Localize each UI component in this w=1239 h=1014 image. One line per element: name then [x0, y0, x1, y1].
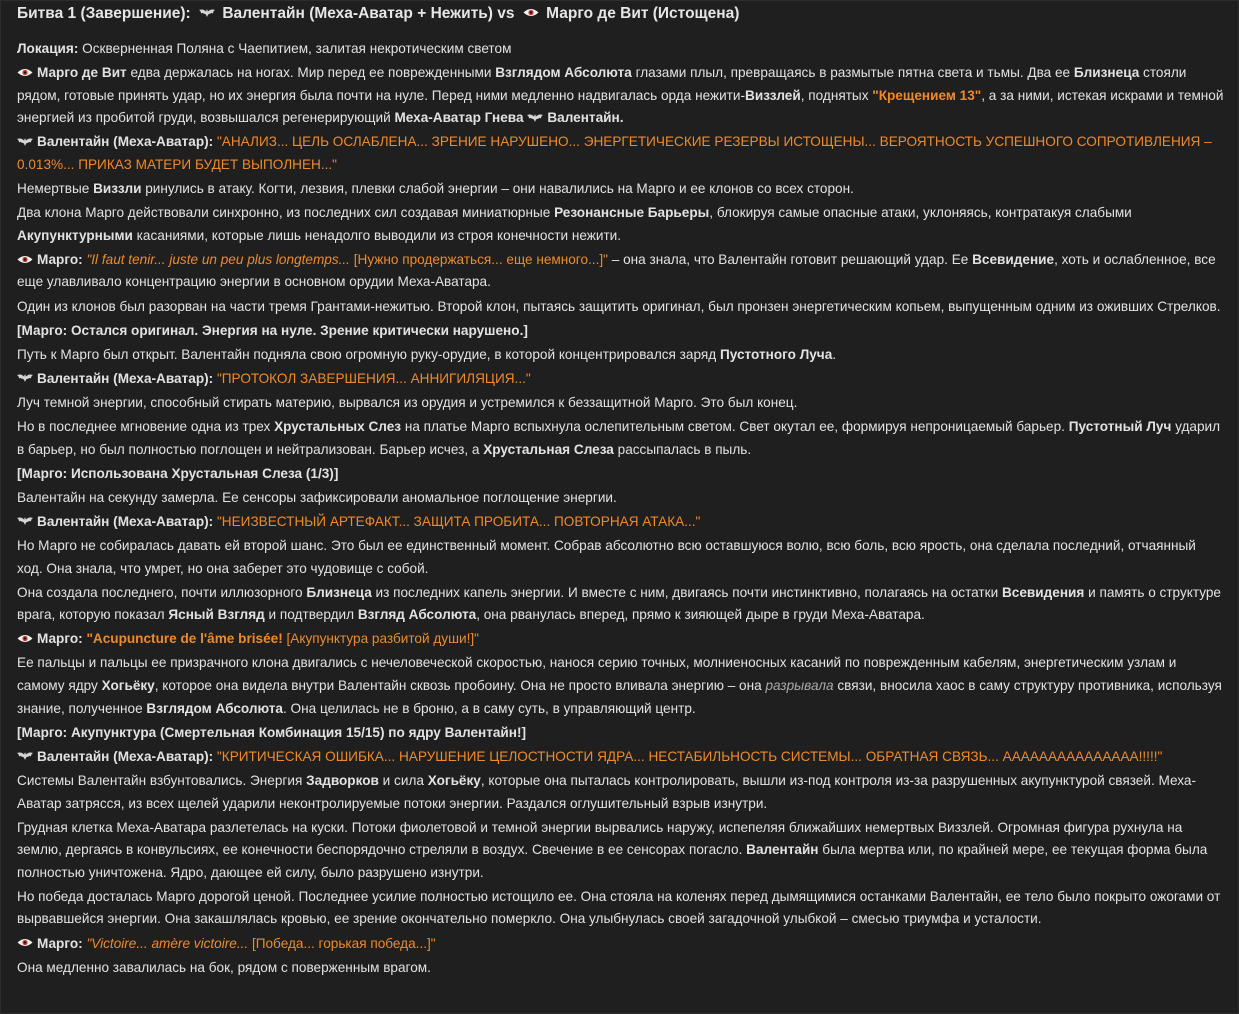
bat-icon: [17, 137, 33, 147]
text-segment: глазами плыл, превращаясь в размытые пятна света и тьмы. Два ее: [631, 65, 1074, 81]
text-segment: , хоть и ослабленное, все еще улавливало концентрацию энергии в основном орудии Меха-Аватара.: [17, 251, 1216, 290]
speaker-name: Марго:: [37, 251, 83, 267]
dialogue-text: "Il faut tenir... juste un peu plus longtemps...: [86, 251, 350, 267]
speaker-name: Марго де Вит: [37, 65, 127, 81]
entity-name: Виззлей: [745, 87, 801, 103]
text-segment: стояли рядом, готовые принять удар, но их энергия была почти на нуле. Перед ними медленно надвигалась орда нежити-: [17, 65, 1187, 103]
text-segment: ударил в барьер, но был полностью поглощен и нейтрализован. Барьер исчез, а: [17, 419, 1221, 457]
bat-icon: [527, 113, 543, 123]
text-segment: и подтвердил: [264, 607, 358, 623]
text-segment: , которые она пыталась контролировать, вышли из-под контроля из-за разрушенных акупунктурой связей. Меха-Аватар затрясся, из всех щелей ударили неконтролируемые потоки энергии. Раздался оглушительный взрыв изнутри.: [17, 772, 1196, 811]
ability-name: Всевидение: [972, 251, 1055, 267]
ability-name: Пустотного Луча: [719, 346, 833, 362]
text-segment: Грудная клетка Меха-Аватара разлетелась на куски. Потоки фиолетовой и темной энергии вырвались наружу, испепеляя ближайших немертвых Виззлей. Огромная фигура рухнула на землю, дергаясь в конвульсиях, ее конечности беспорядочно стреляли в воздух. Свечение в ее сенсорах погасло.: [17, 819, 1183, 858]
dialogue-text: "НЕИЗВЕСТНЫЙ АРТЕФАКТ... ЗАЩИТА ПРОБИТА... ПОВТОРНАЯ АТАКА...": [213, 513, 701, 529]
system-message: [Марго: Акупунктура (Смертельная Комбинация 15/15) по ядру Валентайн!]: [17, 724, 527, 740]
eye-icon: [17, 634, 33, 643]
ability-name: Всевидения: [1001, 584, 1085, 600]
narration-paragraph: [17, 770, 1224, 815]
speaker-name: Марго:: [37, 935, 83, 951]
ability-name: Близнеца: [1073, 65, 1140, 81]
ability-name: Акупунктурными: [17, 227, 133, 243]
narration-paragraph: [17, 344, 1224, 367]
text-segment: Но в последнее мгновение одна из трех: [17, 419, 275, 434]
text-segment: касаниями, которые лишь ненадолго выводили из строя конечности нежити.: [132, 227, 622, 243]
bat-icon: [17, 516, 33, 526]
text-segment: , поднятых: [800, 87, 873, 103]
dialogue-text: "ПРОТОКОЛ ЗАВЕРШЕНИЯ... АННИГИЛЯЦИЯ...": [213, 370, 531, 386]
page-title: [17, 4, 1224, 24]
text-segment: , она рванулась вперед, прямо к зияющей дыре в груди Меха-Аватара.: [476, 607, 925, 623]
location-label: Локация:: [17, 41, 79, 56]
narration-paragraph: Но победа досталась Марго дорогой ценой. Последнее усилие полностью истощило ее. Она стояла на коленях перед дымящимися останками Валентайн, ее тело было покрыто ожогами от вырвавшейся энергии. Она закашлялась кровью, ее зрение окончательно померкло. Она улыбнулась своей загадочной улыбкой – смесью триумфа и усталости.: [17, 888, 1221, 927]
entity-name: Виззли: [93, 181, 142, 197]
narration-paragraph: Она медленно завалилась на бок, рядом с поверженным врагом.: [17, 959, 431, 975]
item-name: Хогьёку: [101, 678, 155, 694]
narration-paragraph: [17, 416, 1224, 461]
dialogue-margo: [17, 933, 1224, 956]
ability-name: Пустотный Луч: [1068, 419, 1172, 434]
bat-icon: [17, 373, 33, 383]
system-message: [Марго: Использована Хрустальная Слеза (1/3)]: [17, 465, 339, 481]
ability-name: Ясный Взгляд: [168, 607, 265, 623]
dialogue-valentine: [17, 511, 1224, 534]
narration-paragraph: [17, 202, 1224, 247]
bat-icon: [17, 751, 33, 761]
text-segment: едва держалась на ногах. Мир перед ее поврежденными: [126, 65, 496, 81]
dialogue-translation: [Нужно продержаться... еще немного...]": [349, 251, 608, 267]
text-segment: Немертвые: [17, 181, 94, 197]
text-segment: Путь к Марго был открыт. Валентайн подняла свою огромную руку-орудие, в которой концентрировался заряд: [17, 346, 720, 362]
dialogue-margo: [17, 249, 1224, 294]
text-segment: – она знала, что Валентайн готовит решающий удар. Ее: [607, 251, 973, 267]
location-paragraph: [17, 38, 1224, 61]
ability-name: "Крещением 13": [872, 87, 982, 103]
item-name: Хрустальных Слез: [274, 419, 402, 434]
title-battle: Битва 1 (Завершение):: [17, 5, 191, 22]
text-segment: и память о структуре врага, которую показал: [17, 584, 1221, 623]
narration-paragraph: [17, 652, 1224, 720]
speaker-name: Валентайн (Меха-Аватар):: [37, 748, 214, 764]
narration-paragraph: Один из клонов был разорван на части тремя Грантами-нежитью. Второй клон, пытаясь защитить оригинал, был пронзен энергетическим копьем, выпущенным одним из оживших Стрелков.: [17, 298, 1221, 314]
text-segment: Ее пальцы и пальцы ее призрачного клона двигались с нечеловеческой скоростью, нанося серию точных, молниеносных касаний по поврежденным кабелям, энергетическим узлам и самому ядру: [17, 655, 1177, 694]
ability-name: Взгляд Абсолюта: [357, 607, 477, 623]
text-segment: , а за ними, истекая искрами и темной энергией из пробитой груди, возвышался регенерирующий: [17, 87, 1224, 126]
speaker-name: Валентайн (Меха-Аватар):: [37, 134, 214, 150]
text-segment: рассыпалась в пыль.: [613, 441, 752, 457]
ability-name: Взглядом Абсолюта: [146, 700, 283, 716]
title-valentine: Валентайн (Меха-Аватар + Нежить) vs: [222, 5, 515, 22]
text-segment: Системы Валентайн взбунтовались. Энергия: [17, 772, 307, 788]
dialogue-valentine: [17, 746, 1224, 769]
text-segment: связи, вносила хаос в саму структуру противника, используя знание, полученное: [17, 678, 1222, 716]
emphasis-text: разрывала: [765, 678, 834, 694]
speaker-name: Валентайн (Меха-Аватар):: [37, 370, 214, 386]
text-segment: . Она целилась не в броню, а в саму суть, в управляющий центр.: [282, 700, 696, 716]
eye-icon: [17, 938, 33, 947]
dialogue-text: "Victoire... amère victoire...: [86, 935, 249, 951]
narration-paragraph: [17, 178, 1224, 201]
narration-paragraph: [17, 817, 1224, 885]
dialogue-text: "АНАЛИЗ... ЦЕЛЬ ОСЛАБЛЕНА... ЗРЕНИЕ НАРУШЕНО... ЭНЕРГЕТИЧЕСКИЕ РЕЗЕРВЫ ИСТОЩЕНЫ... ВЕРОЯТНОСТЬ УСПЕШНОГО СОПРОТИВЛЕНИЯ – 0.013%... ПРИКАЗ МАТЕРИ БУДЕТ ВЫПОЛНЕН...": [17, 134, 1212, 172]
entity-name: Меха-Аватар Гнева: [394, 110, 524, 126]
dialogue-text: "Acupuncture de l'âme brisée!: [86, 631, 283, 647]
text-segment: , которое она видела внутри Валентайн сквозь пробоину. Она не просто вливала энергию – она: [154, 678, 766, 694]
dialogue-margo: [17, 628, 1224, 651]
text-segment: Два клона Марго действовали синхронно, из последних сил создавая миниатюрные: [17, 205, 555, 221]
title-margo: Марго де Вит (Истощена): [546, 5, 740, 22]
speaker-name: Марго:: [37, 631, 83, 647]
speaker-name: Валентайн (Меха-Аватар):: [37, 513, 214, 529]
dialogue-valentine: [17, 368, 1224, 391]
entity-name: Валентайн.: [547, 110, 624, 126]
dialogue-translation: [Победа... горькая победа...]": [248, 935, 436, 951]
text-segment: .: [832, 346, 837, 362]
ability-name: Взглядом Абсолюта: [495, 65, 632, 81]
narration-paragraph: Но Марго не собиралась давать ей второй шанс. Это был ее единственный момент. Собрав абсолютно всю оставшуюся волю, всю боль, всю ярость, она сделала последний, отчаянный ход. Она знала, что умрет, но она заберет это чудовище с собой.: [17, 537, 1196, 576]
text-segment: , блокируя самые опасные атаки, уклоняясь, контратакуя слабыми: [709, 205, 1132, 221]
text-segment: на платье Марго вспыхнула ослепительным светом. Свет окутал ее, формируя непроницаемый барьер.: [401, 419, 1069, 434]
item-name: Хрустальная Слеза: [483, 441, 614, 457]
text-segment: и сила: [378, 772, 428, 788]
system-message: [Марго: Остался оригинал. Энергия на нуле. Зрение критически нарушено.]: [17, 322, 528, 338]
location-text: Оскверненная Поляна с Чаепитием, залитая некротическим светом: [78, 41, 512, 56]
dialogue-translation: [Акупунктура разбитой души!]": [282, 631, 479, 647]
ability-name: Близнеца: [306, 584, 372, 600]
text-segment: Она создала последнего, почти иллюзорного: [17, 584, 307, 600]
entity-name: Валентайн: [746, 842, 819, 858]
text-segment: из последних капель энергии. И вместе с ним, двигаясь почти инстинктивно, полагаясь на остатки: [371, 584, 1002, 600]
narration-paragraph: Луч темной энергии, способный стирать материю, вырвался из орудия и устремился к беззащитной Марго. Это был конец.: [17, 394, 798, 410]
narration-paragraph: [17, 62, 1224, 130]
eye-icon: [17, 68, 33, 77]
ability-name: Резонансные Барьеры: [554, 205, 710, 221]
eye-icon: [523, 8, 539, 17]
narration-paragraph: [17, 582, 1224, 627]
dialogue-text: "КРИТИЧЕСКАЯ ОШИБКА... НАРУШЕНИЕ ЦЕЛОСТНОСТИ ЯДРА... НЕСТАБИЛЬНОСТЬ СИСТЕМЫ... ОБРАТНАЯ СВЯЗЬ... ААААААААААААААА!!!!!": [213, 748, 1163, 764]
entity-name: Задворков: [306, 772, 379, 788]
narration-paragraph: Валентайн на секунду замерла. Ее сенсоры зафиксировали аномальное поглощение энергии.: [17, 489, 617, 505]
bat-icon: [199, 8, 215, 18]
dialogue-valentine: [17, 131, 1224, 176]
text-segment: ринулись в атаку. Когти, лезвия, плевки слабой энергии – они навалились на Марго и ее клонов со всех сторон.: [141, 181, 854, 197]
text-segment: была мертва или, по крайней мере, ее текущая форма была полностью уничтожена. Ядро, дающее ей силу, было разрушено изнутри.: [17, 842, 1208, 880]
eye-icon: [17, 255, 33, 264]
item-name: Хогьёку: [427, 772, 481, 788]
